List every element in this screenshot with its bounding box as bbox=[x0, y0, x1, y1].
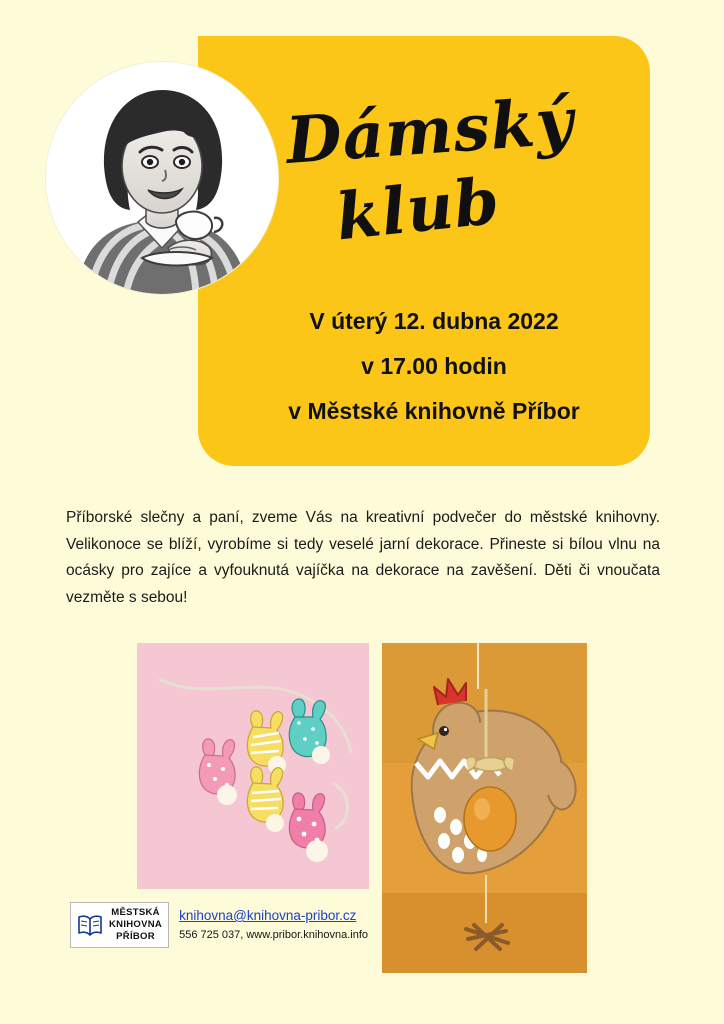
contact-email-link[interactable]: knihovna@knihovna-pribor.cz bbox=[179, 908, 357, 924]
logo-line-3: PŘÍBOR bbox=[116, 930, 155, 942]
logo-line-2: KNIHOVNA bbox=[109, 918, 163, 930]
event-details bbox=[228, 310, 640, 423]
title-line-1: Dámský bbox=[283, 84, 577, 179]
photo-cardboard-hen bbox=[382, 643, 587, 973]
event-date: V úterý 12. dubna 2022 bbox=[309, 308, 559, 334]
footer bbox=[70, 902, 368, 948]
open-book-icon bbox=[77, 912, 103, 938]
photo-bunny-garland bbox=[137, 643, 369, 889]
library-logo bbox=[70, 902, 169, 948]
logo-line-1: MĚSTSKÁ bbox=[111, 907, 160, 918]
event-time: v 17.00 hodin bbox=[361, 353, 507, 379]
event-description: Příborské slečny a paní, zveme Vás na kreativní podvečer do městské knihovny. Velikonoce se blíží, vyrobíme si tedy veselé jarní dekorace. Přineste si bílou vlnu na ocásky pro zajíce a vyfouknutá vajíčka na dekorace na zavěšení. Děti či vnoučata vezměte s sebou! bbox=[66, 509, 660, 606]
contact-phone-web: 556 725 037, www.pribor.knihovna.info bbox=[179, 928, 369, 941]
title-line-2: klub bbox=[332, 163, 504, 256]
portrait-image bbox=[46, 62, 278, 294]
event-place: v Městské knihovně Příbor bbox=[288, 398, 580, 424]
library-logo-text bbox=[109, 907, 162, 943]
contact-info bbox=[179, 906, 368, 944]
